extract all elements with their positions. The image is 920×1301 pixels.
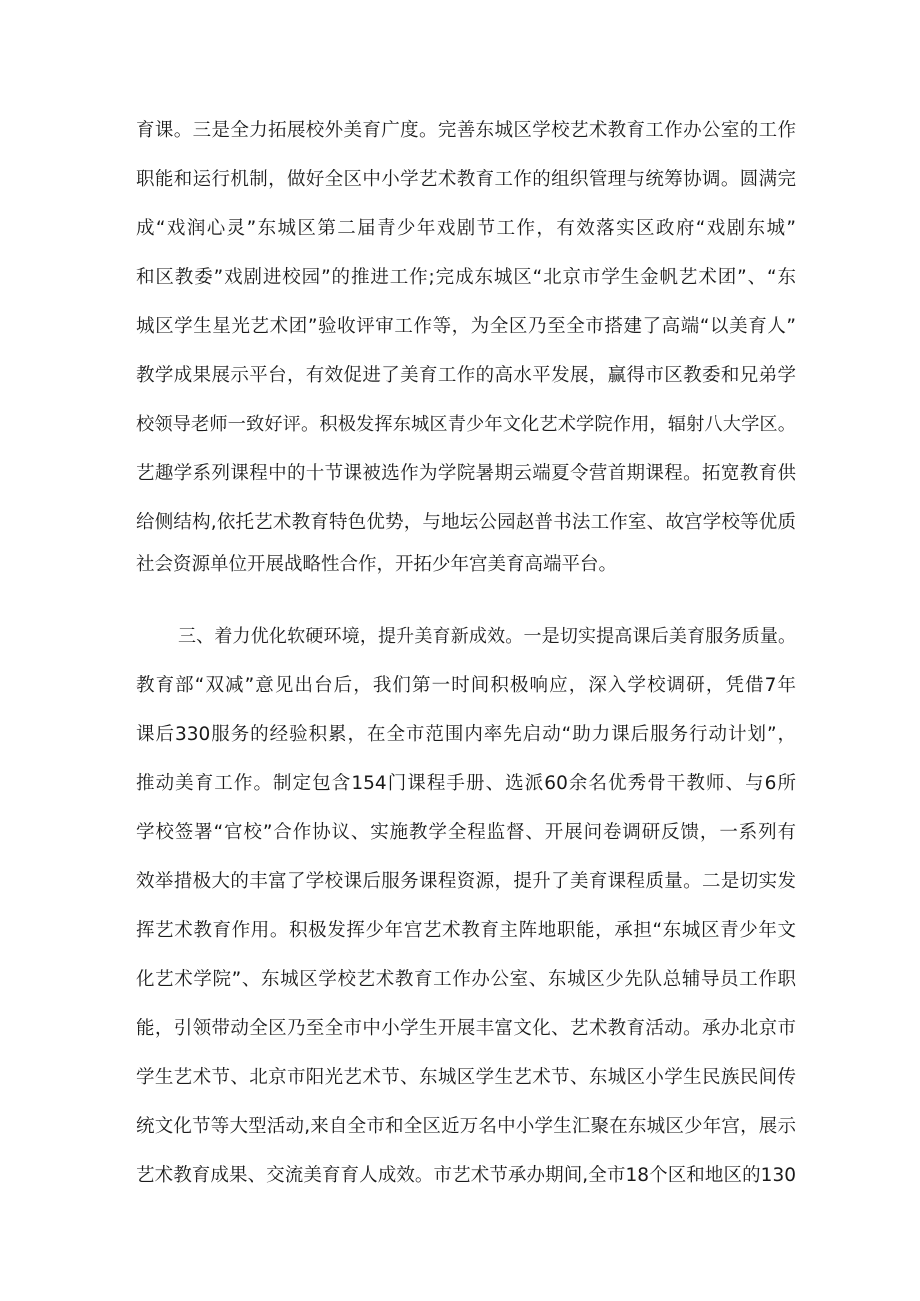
paragraph-2-line-3: 课后330服务的经验积累，在全市范围内率先启动“助力课后服务行动计划”， <box>136 724 796 745</box>
paragraph-2-line-11: 统文化节等大型活动,来自全市和全区近万名中小学生汇聚在东城区少年宫，展示 <box>136 1116 796 1137</box>
paragraph-1-line-7: 校领导老师一致好评。积极发挥东城区青少年文化艺术学院作用，辐射八大学区。 <box>136 414 796 435</box>
paragraph-1-line-3: 成“戏润心灵”东城区第二届青少年戏剧节工作，有效落实区政府“戏剧东城” <box>136 218 796 239</box>
paragraph-1-line-4: 和区教委”戏剧进校园”的推进工作;完成东城区“北京市学生金帆艺术团”、“东 <box>136 267 796 288</box>
paragraph-2-line-1: 三、着力优化软硬环境，提升美育新成效。一是切实提高课后美育服务质量。 <box>178 626 796 647</box>
paragraph-1-line-10: 社会资源单位开展战略性合作，开拓少年宫美育高端平台。 <box>136 554 618 575</box>
paragraph-2-line-9: 能，引领带动全区乃至全市中小学生开展丰富文化、艺术教育活动。承办北京市 <box>136 1018 796 1039</box>
paragraph-1-line-8: 艺趣学系列课程中的十节课被选作为学院暑期云端夏令营首期课程。拓宽教育供 <box>136 463 796 484</box>
paragraph-2-line-8: 化艺术学院”、东城区学校艺术教育工作办公室、东城区少先队总辅导员工作职 <box>136 969 796 990</box>
paragraph-1-line-2: 职能和运行机制，做好全区中小学艺术教育工作的组织管理与统筹协调。圆满完 <box>136 169 796 190</box>
paragraph-2-line-7: 挥艺术教育作用。积极发挥少年宫艺术教育主阵地职能，承担“东城区青少年文 <box>136 920 796 941</box>
paragraph-2-line-4: 推动美育工作。制定包含154门课程手册、选派60余名优秀骨干教师、与6所 <box>136 773 796 794</box>
paragraph-1-line-5: 城区学生星光艺术团”验收评审工作等，为全区乃至全市搭建了高端“以美育人” <box>136 316 796 337</box>
paragraph-2-line-12: 艺术教育成果、交流美育育人成效。市艺术节承办期间,全市18个区和地区的130 <box>136 1165 796 1186</box>
paragraph-1-line-1: 育课。三是全力拓展校外美育广度。完善东城区学校艺术教育工作办公室的工作 <box>136 120 796 141</box>
paragraph-1-line-9: 给侧结构,依托艺术教育特色优势，与地坛公园赵普书法工作室、故宫学校等优质 <box>136 512 796 533</box>
paragraph-1-line-6: 教学成果展示平台，有效促进了美育工作的高水平发展，赢得市区教委和兄弟学 <box>136 365 796 386</box>
paragraph-2-line-2: 教育部“双减”意见出台后，我们第一时间积极响应，深入学校调研，凭借7年 <box>136 675 796 696</box>
paragraph-2-line-6: 效举措极大的丰富了学校课后服务课程资源，提升了美育课程质量。二是切实发 <box>136 871 796 892</box>
paragraph-2-line-10: 学生艺术节、北京市阳光艺术节、东城区学生艺术节、东城区小学生民族民间传 <box>136 1067 796 1088</box>
paragraph-2-line-5: 学校签署“官校”合作协议、实施教学全程监督、开展问卷调研反馈，一系列有 <box>136 822 796 843</box>
